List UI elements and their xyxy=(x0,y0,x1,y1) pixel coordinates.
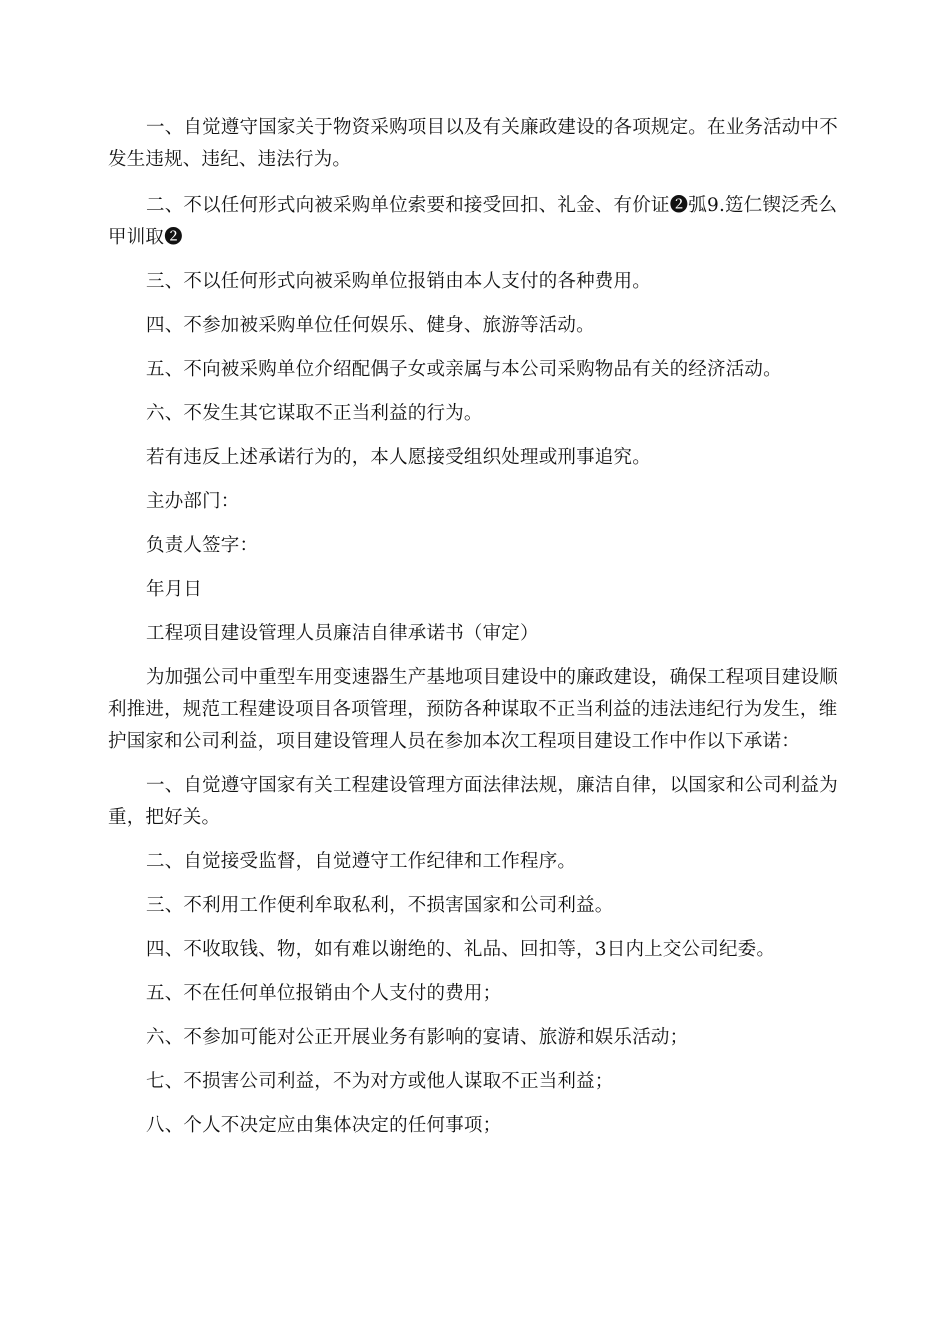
paragraph-pledge-7: 七、不损害公司利益，不为对方或他人谋取不正当利益； xyxy=(146,1071,614,1092)
paragraph-commitment-4: 四、不参加被采购单位任何娱乐、健身、旅游等活动。 xyxy=(146,315,595,336)
paragraph-preamble: 为加强公司中重型车用变速器生产基地项目建设中的廉政建设，确保工程项目建设顺利推进，规范工程建设项目各项管理，预防各种谋取不正当利益的违法违纪行为发生，维护国家和公司利益，项目建设管理人员在参加本次工程项目建设工作中作以下承诺： xyxy=(108,667,838,752)
paragraph-pledge-3: 三、不利用工作便利牟取私利，不损害国家和公司利益。 xyxy=(146,895,614,916)
paragraph-pledge-5: 五、不在任何单位报销由个人支付的费用； xyxy=(146,983,502,1004)
paragraph-commitment-6: 六、不发生其它谋取不正当利益的行为。 xyxy=(146,403,483,424)
document-page xyxy=(108,112,838,1154)
paragraph-signature-line: 负责人签字： xyxy=(146,535,259,556)
paragraph-commitment-5: 五、不向被采购单位介绍配偶子女或亲属与本公司采购物品有关的经济活动。 xyxy=(146,359,782,380)
paragraph-date-line: 年月日 xyxy=(146,579,203,600)
section-title: 工程项目建设管理人员廉洁自律承诺书（审定） xyxy=(146,623,539,644)
paragraph-pledge-8: 八、个人不决定应由集体决定的任何事项； xyxy=(146,1115,502,1136)
paragraph-commitment-1: 一、自觉遵守国家关于物资采购项目以及有关廉政建设的各项规定。在业务活动中不发生违规、违纪、违法行为。 xyxy=(108,117,838,170)
paragraph-commitment-3: 三、不以任何形式向被采购单位报销由本人支付的各种费用。 xyxy=(146,271,651,292)
paragraph-pledge-1: 一、自觉遵守国家有关工程建设管理方面法律法规，廉洁自律，以国家和公司利益为重，把好关。 xyxy=(108,775,838,828)
paragraph-host-department: 主办部门： xyxy=(146,491,240,512)
paragraph-violation-statement: 若有违反上述承诺行为的，本人愿接受组织处理或刑事追究。 xyxy=(146,447,651,468)
paragraph-pledge-2: 二、自觉接受监督，自觉遵守工作纪律和工作程序。 xyxy=(146,851,577,872)
paragraph-pledge-6: 六、不参加可能对公正开展业务有影响的宴请、旅游和娱乐活动； xyxy=(146,1027,689,1048)
paragraph-commitment-2: 二、不以任何形式向被采购单位索要和接受回扣、礼金、有价证❷弧9.笾仁锲泛秃么甲训取❷ xyxy=(108,195,838,248)
paragraph-pledge-4: 四、不收取钱、物，如有难以谢绝的、礼品、回扣等，3日内上交公司纪委。 xyxy=(146,939,776,960)
